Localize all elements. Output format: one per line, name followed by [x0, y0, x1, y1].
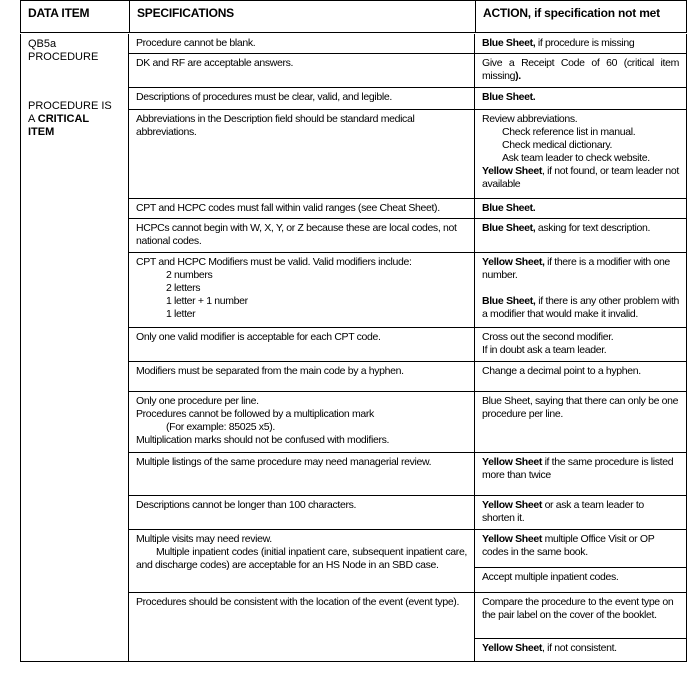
spec-cell: Descriptions of procedures must be clear, valid, and legible. — [129, 88, 475, 110]
action-cell: Blue Sheet, asking for text description. — [475, 219, 687, 253]
action-cell: Change a decimal point to a hyphen. — [475, 362, 687, 392]
spec-cell: Abbreviations in the Description field should be standard medical abbreviations. — [129, 110, 475, 199]
spec-cell: CPT and HCPC Modifiers must be valid. Valid modifiers include: 2 numbers 2 letters 1 letter + 1 number 1 letter — [129, 253, 475, 328]
spec-cell: Procedure cannot be blank. — [129, 34, 475, 54]
action-cell: Accept multiple inpatient codes. — [475, 568, 687, 593]
spec-cell: Only one procedure per line. Procedures cannot be followed by a multiplication mark (For example: 85025 x5). Multiplication marks should not be confused with modifiers. — [129, 392, 475, 453]
data-item-cell — [20, 34, 129, 662]
spec-cell: Only one valid modifier is acceptable for each CPT code. — [129, 328, 475, 362]
action-cell: Blue Sheet, if procedure is missing — [475, 34, 687, 54]
header-data-item: DATA ITEM — [20, 0, 130, 33]
action-cell: Blue Sheet, saying that there can only be one procedure per line. — [475, 392, 687, 453]
action-cell: Cross out the second modifier. If in doubt ask a team leader. — [475, 328, 687, 362]
spec-cell: Multiple listings of the same procedure may need managerial review. — [129, 453, 475, 496]
action-cell: Yellow Sheet, if there is a modifier with one number. Blue Sheet, if there is any other problem with a modifier that would make it invalid. — [475, 253, 687, 328]
spec-cell: CPT and HCPC codes must fall within valid ranges (see Cheat Sheet). — [129, 199, 475, 219]
action-cell: Blue Sheet. — [475, 88, 687, 110]
data-item-name: PROCEDURE — [28, 51, 99, 63]
header-action: ACTION, if specification not met — [475, 0, 687, 33]
data-item-note-3: ITEM — [28, 126, 55, 138]
data-item-note-1: PROCEDURE IS — [28, 100, 112, 112]
action-cell: Yellow Sheet or ask a team leader to shorten it. — [475, 496, 687, 530]
spec-cell: Multiple visits may need review. Multiple inpatient codes (initial inpatient care, subsequent inpatient care, and discharge codes) are acceptable for an HS Node in an SBD case. — [129, 530, 475, 593]
data-item-note-2: A CRITICAL — [28, 113, 90, 125]
action-cell: Yellow Sheet multiple Office Visit or OP codes in the same book. — [475, 530, 687, 568]
spec-cell: Procedures should be consistent with the location of the event (event type). — [129, 593, 475, 662]
header-specifications: SPECIFICATIONS — [129, 0, 476, 33]
action-cell: Compare the procedure to the event type on the pair label on the cover of the booklet. — [475, 593, 687, 639]
action-cell: Blue Sheet. — [475, 199, 687, 219]
action-cell: Yellow Sheet, if not consistent. — [475, 639, 687, 662]
action-cell: Review abbreviations. Check reference list in manual. Check medical dictionary. Ask team leader to check website. Yellow Sheet, if not found, or team leader not available — [475, 110, 687, 199]
spec-cell: DK and RF are acceptable answers. — [129, 54, 475, 88]
action-cell: Give a Receipt Code of 60 (critical item missing). — [475, 54, 687, 88]
spec-cell: HCPCs cannot begin with W, X, Y, or Z because these are local codes, not national codes. — [129, 219, 475, 253]
action-cell: Yellow Sheet if the same procedure is listed more than twice — [475, 453, 687, 496]
data-item-code: QB5a — [28, 38, 57, 50]
spec-cell: Descriptions cannot be longer than 100 characters. — [129, 496, 475, 530]
spec-cell: Modifiers must be separated from the main code by a hyphen. — [129, 362, 475, 392]
